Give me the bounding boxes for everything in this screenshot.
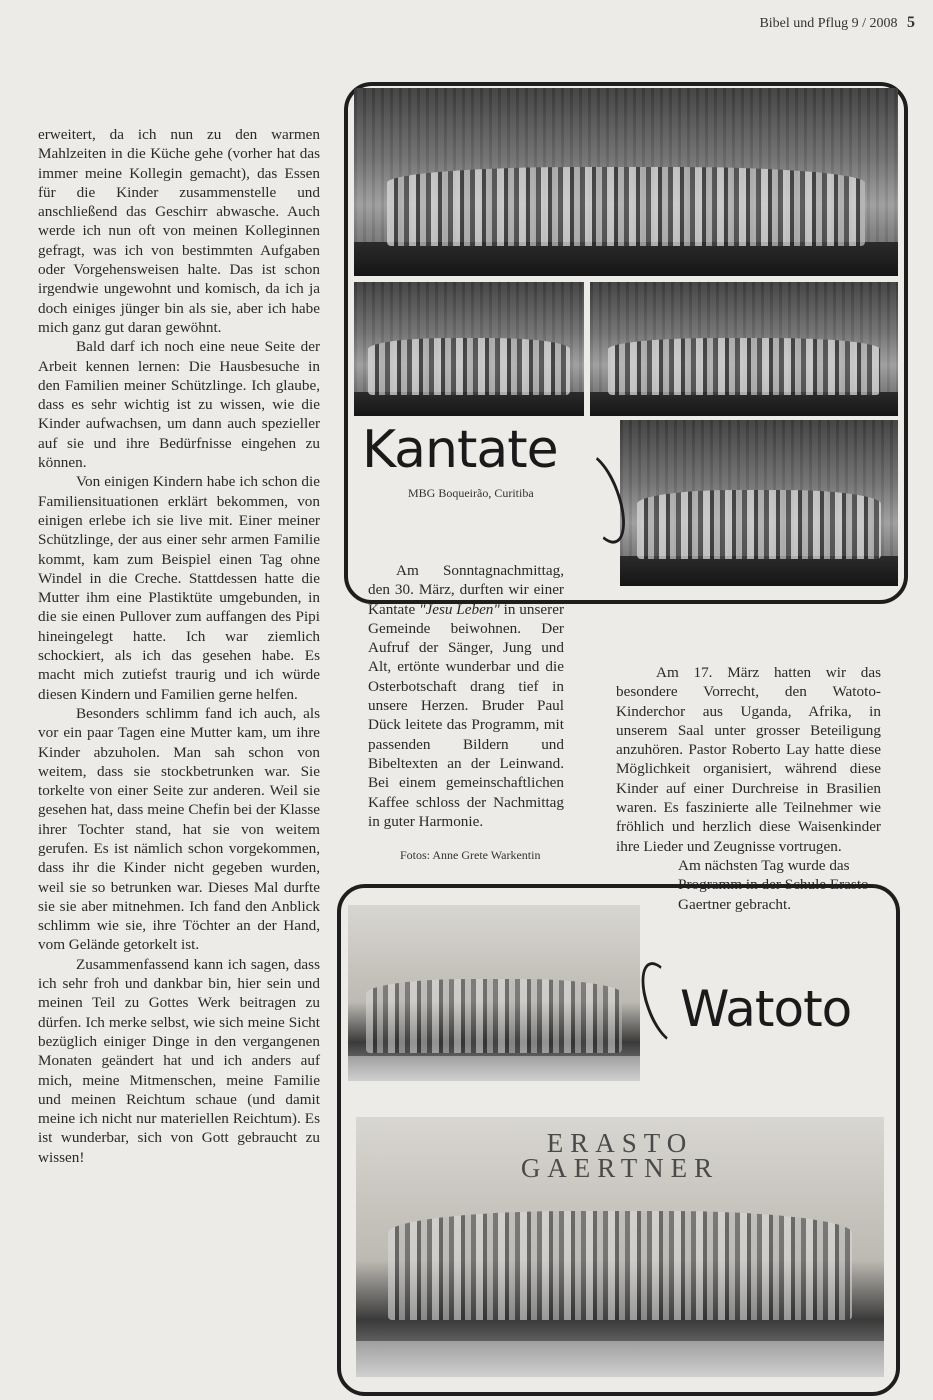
photo-credit: Fotos: Anne Grete Warkentin — [400, 848, 541, 862]
paragraph: Besonders schlimm fand ich auch, als vor ein paar Tagen eine Mutter kam, um ihre Kinder abzuholen. Man sah schon von weitem, dass sie stockbetrunken war. Sie torkelte von einer Seite zur anderen. Weil sie gesehen hat, dass meine Chefin bei der Klasse ihrer Tochter stand, hat sie von weitem gerufen. Es ist nämlich schon vorgekommen, dass ihr die Kinder nicht gegeben wurden, weil sie so betrunken war. Dieses Mal durfte sie sie aber mitnehmen. Ich fand den Anblick schlimm wie sie, ihre Töchter an der Hand, vom Gelände getorkelt ist. — [38, 704, 320, 954]
page-header — [759, 14, 915, 32]
banner-text: GAERTNER — [520, 1153, 720, 1183]
kantate-photo-orchestra — [590, 282, 898, 416]
kantate-subtitle: MBG Boqueirão, Curitiba — [408, 486, 534, 500]
article-left-column — [38, 125, 320, 1167]
publication-name: Bibel und Pflug — [759, 16, 849, 31]
kantate-photo-choir — [354, 88, 898, 276]
issue-number: 9 / 2008 — [851, 16, 898, 31]
paragraph: Bald darf ich noch eine neue Seite der Arbeit kennen lernen: Die Hausbesuche in den Familien meiner Schützlinge. Ich glaube, dass es sehr wichtig ist zu wissen, wie die Kinder aufwachsen, um dann auch spezieller auf sie und ihre Bedürfnisse eingehen zu können. — [38, 338, 320, 472]
banner-text: ERASTO — [546, 1128, 694, 1158]
watoto-article — [616, 663, 881, 914]
work-title: "Jesu Leben" — [419, 600, 500, 618]
watoto-paragraph: Am 17. März hatten wir das besondere Vorrecht, den Watoto-Kinderchor aus Uganda, Afrika, in unserem Saal unter grosser Beteiligung anzuhören. Pastor Roberto Lay hatte diese Möglichkeit organisiert, während diese Kinder auf einer Durchreise in Brasilien waren. Es faszinierte alle Teilnehmer wie fröhlich und herzlich diese Waisenkinder ihre Lieder und Zeugnisse vortrugen. — [616, 664, 881, 855]
watoto-photo-stage — [348, 905, 640, 1081]
paragraph: Von einigen Kindern habe ich schon die Familiensituationen erklärt bekommen, von einigen erlebe ich sie live mit. Einer meiner Schützlinge, der aus einer sehr armen Familie kommt, kam zum Beispiel einen Tag ohne Windel in die Creche. Stattdessen hatte die Mutter ihm eine Plastiktüte umgebunden, in die sie einen Pullover zum auffangen des Pipi hineingelegt hatte. Ich war ziemlich schockiert, als ich das gesehen habe. Es macht mich zutiefst traurig und ich würde diesen Kindern und Familien gerne helfen. — [38, 473, 320, 703]
kantate-article — [368, 561, 564, 831]
watoto-closing: Am nächsten Tag wurde das Programm in der Schule Erasto Gaertner gebracht. — [678, 856, 869, 913]
page-number: 5 — [907, 14, 915, 31]
watoto-title: Watoto — [680, 980, 852, 1038]
kantate-paragraph: Am Sonntagnachmittag, den 30. März, durften wir einer Kantate "Jesu Leben" in unserer Gemeinde beiwohnen. Der Aufruf der Sänger, Jung und Alt, ertönte wunderbar und die Osterbotschaft drang tief in unsere Herzen. Bruder Paul Dück leitete das Programm, mit passenden Bildern und Bibeltexten an der Leinwand. Bei einem gemeinschaftlichen Kaffee schloss der Nachmittag in guter Harmonie. — [368, 562, 565, 830]
paragraph: erweitert, da ich nun zu den warmen Mahlzeiten in die Küche gehe (vorher hat das immer meine Kollegin gemacht), das Essen für die Kinder zusammenstelle und anschließend das Geschirr abwasche. Auch werde ich nun oft von meinen Kolleginnen gefragt, was ich von bestimmten Aufgaben oder Vorgehensweisen halte. Das ist schon irgendwie ungewohnt und komisch, da ich ja doch einiges jünger bin als sie, aber ich habe mich ganz gut daran gewöhnt. — [38, 126, 320, 336]
kantate-photo-singers — [354, 282, 584, 416]
kantate-title: Kantate — [362, 420, 558, 480]
paragraph: Zusammenfassend kann ich sagen, dass ich sehr froh und dankbar bin, hier sein und meinen Teil zu Gottes Werk beitragen zu dürfen. Ich merke selbst, wie sich meine Sicht bezüglich einiger Dinge in den vergangenen Monaten geändert hat und ich anders auf mich, meine Mitmenschen, meine Familie und meinen Reichtum schaue (und damit meine ich nicht nur materiellen Reichtum). Es ist wunderbar, sich von Gott gebraucht zu wissen! — [38, 955, 320, 1166]
kantate-photo-children — [620, 420, 898, 586]
watoto-photo-choir — [356, 1117, 884, 1377]
